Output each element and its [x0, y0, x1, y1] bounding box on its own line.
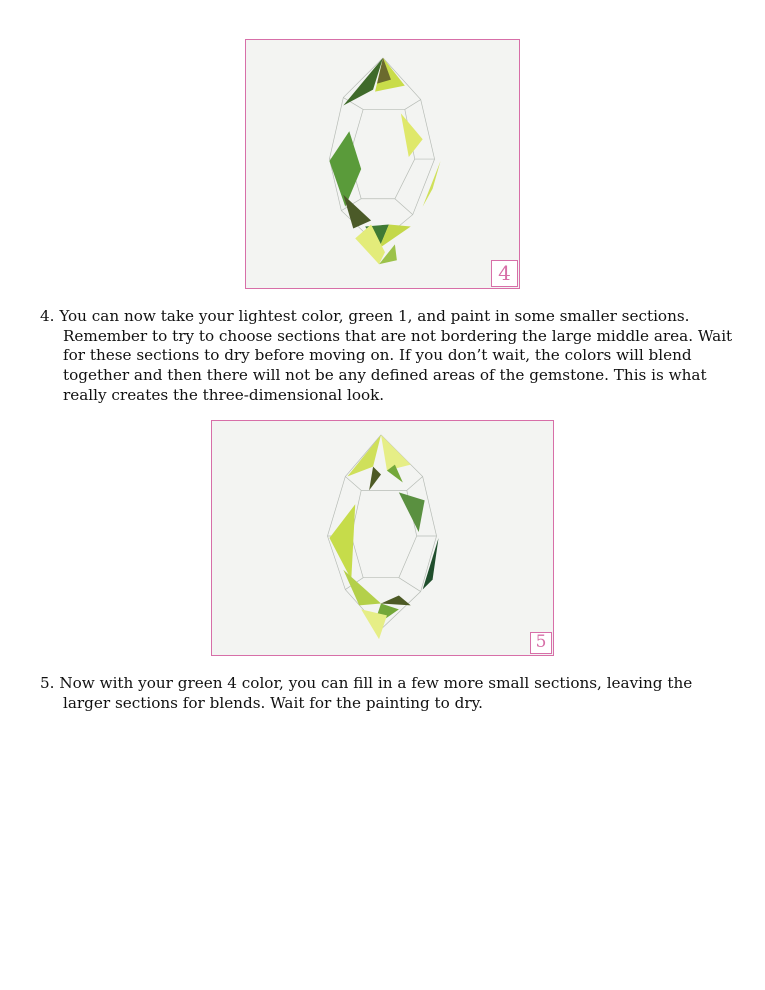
facet-top-dark — [343, 58, 383, 106]
figure-number-badge: 4 — [491, 260, 518, 287]
facet-top-right — [381, 435, 411, 471]
facet-right-dark — [423, 538, 439, 590]
step-4-painting — [245, 39, 520, 289]
facet-right-sliver — [423, 161, 441, 207]
step-5-painting — [211, 420, 554, 656]
facet-left-large — [329, 131, 361, 206]
gemstone-illustration — [246, 40, 519, 288]
step-5-instructions: 5. Now with your green 4 color, you can fill in a few more small sections, leaving the larger sections for blends. Wait for the painting to dry. — [40, 674, 693, 712]
figure-number-badge: 5 — [530, 632, 552, 654]
facet-bottom-2 — [381, 596, 411, 606]
facet-top-dark — [369, 467, 381, 491]
facet-upper-right — [399, 492, 425, 532]
step-4-instructions: 4. You can now take your lightest color, green 1, and paint in some smaller sections. Remember to try to choose sections that are not bordering the large middle area. Wait for these sections to dry before moving on. If you don’t wait, the colors will blend together and then there will not be any defined areas of the gemstone. This is what really creates the three-dimensional look. — [40, 307, 733, 404]
facet-upper-right — [401, 113, 423, 157]
facet-lower-left-dark — [343, 195, 371, 229]
gemstone-illustration — [212, 421, 553, 655]
